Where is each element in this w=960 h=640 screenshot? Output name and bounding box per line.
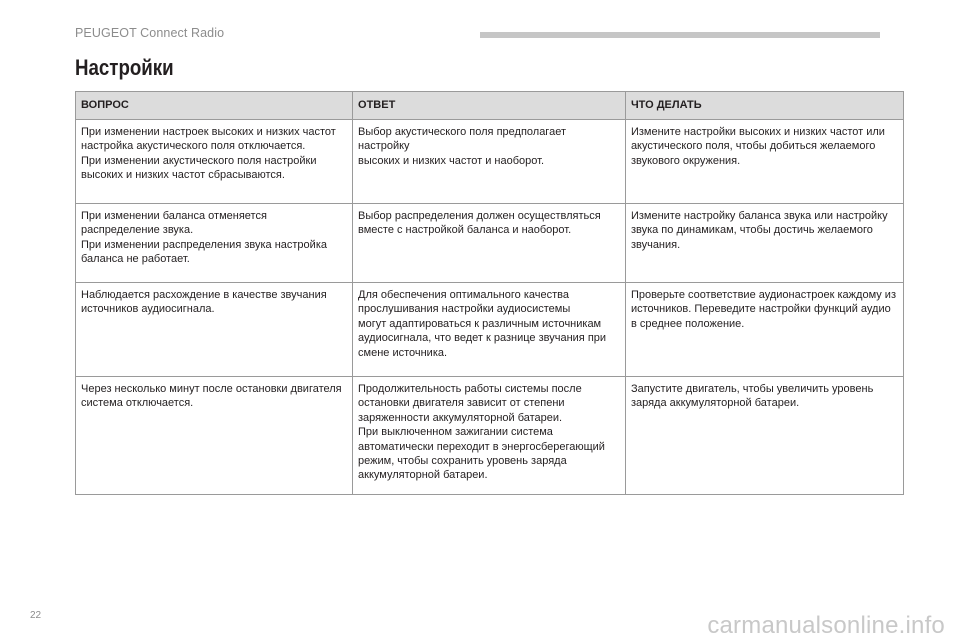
answer-text: Выбор акустического поля предполагает настройку высоких и низких частот и наоборот.: [358, 126, 566, 167]
action-cell: [625, 283, 903, 377]
column-header-answer: ОТВЕТ: [353, 92, 626, 120]
question-cell: [76, 120, 353, 204]
action-cell: [625, 377, 903, 495]
table-header-row: [76, 92, 904, 120]
question-cell: [76, 283, 353, 377]
question-cell: [76, 377, 353, 495]
troubleshooting-table: [75, 91, 904, 495]
answer-cell: [353, 377, 626, 495]
column-header-question: ВОПРОС: [76, 92, 353, 120]
table-row: [76, 377, 904, 495]
table-row: [76, 283, 904, 377]
question-text: Через несколько минут после остановки двигателя система отключается.: [81, 383, 342, 410]
action-text: Измените настройку баланса звука или настройку звука по динамикам, чтобы достичь желаемого звучания.: [630, 210, 888, 251]
answer-cell: [353, 283, 626, 377]
table-row: [76, 120, 904, 204]
running-head: PEUGEOT Connect Radio: [75, 26, 225, 40]
action-cell: [625, 120, 903, 204]
action-cell: [625, 204, 903, 283]
question-text: При изменении баланса отменяется распределение звука. При изменении распределения звука настройка баланса не работает.: [81, 210, 327, 266]
page-number: 22: [30, 610, 42, 621]
table-row: [76, 204, 904, 283]
answer-text: Продолжительность работы системы после остановки двигателя зависит от степени заряженности аккумуляторной батареи. При выключенном зажигании система автоматически переходит в энергосберегающий режим, чтобы сохранить уровень заряда аккумуляторной батареи.: [358, 383, 605, 482]
question-text: Наблюдается расхождение в качестве звучания источников аудиосигнала.: [81, 289, 327, 316]
answer-text: Выбор распределения должен осуществляться вместе с настройкой баланса и наоборот.: [358, 210, 601, 237]
answer-cell: [353, 120, 626, 204]
watermark: carmanualsonline.info: [707, 612, 945, 639]
action-text: Измените настройки высоких и низких частот или акустического поля, чтобы добиться желаемого звукового окружения.: [630, 126, 885, 167]
header-divider-bar: [480, 32, 880, 38]
action-text: Проверьте соответствие аудионастроек каждому из источников. Переведите настройки функций аудио в среднее положение.: [630, 289, 896, 330]
question-cell: [76, 204, 353, 283]
answer-text: Для обеспечения оптимального качества прослушивания настройки аудиосистемы могут адаптироваться к различным источникам аудиосигнала, что ведет к разнице звучания при смене источника.: [358, 289, 607, 359]
column-header-action: ЧТО ДЕЛАТЬ: [625, 92, 903, 120]
page-title: Настройки: [75, 55, 174, 80]
action-text: Запустите двигатель, чтобы увеличить уровень заряда аккумуляторной батареи.: [630, 383, 874, 410]
answer-cell: [353, 204, 626, 283]
question-text: При изменении настроек высоких и низких частот настройка акустического поля отключается. При изменении акустического поля настройки высоких и низких частот сбрасываются.: [81, 126, 336, 182]
